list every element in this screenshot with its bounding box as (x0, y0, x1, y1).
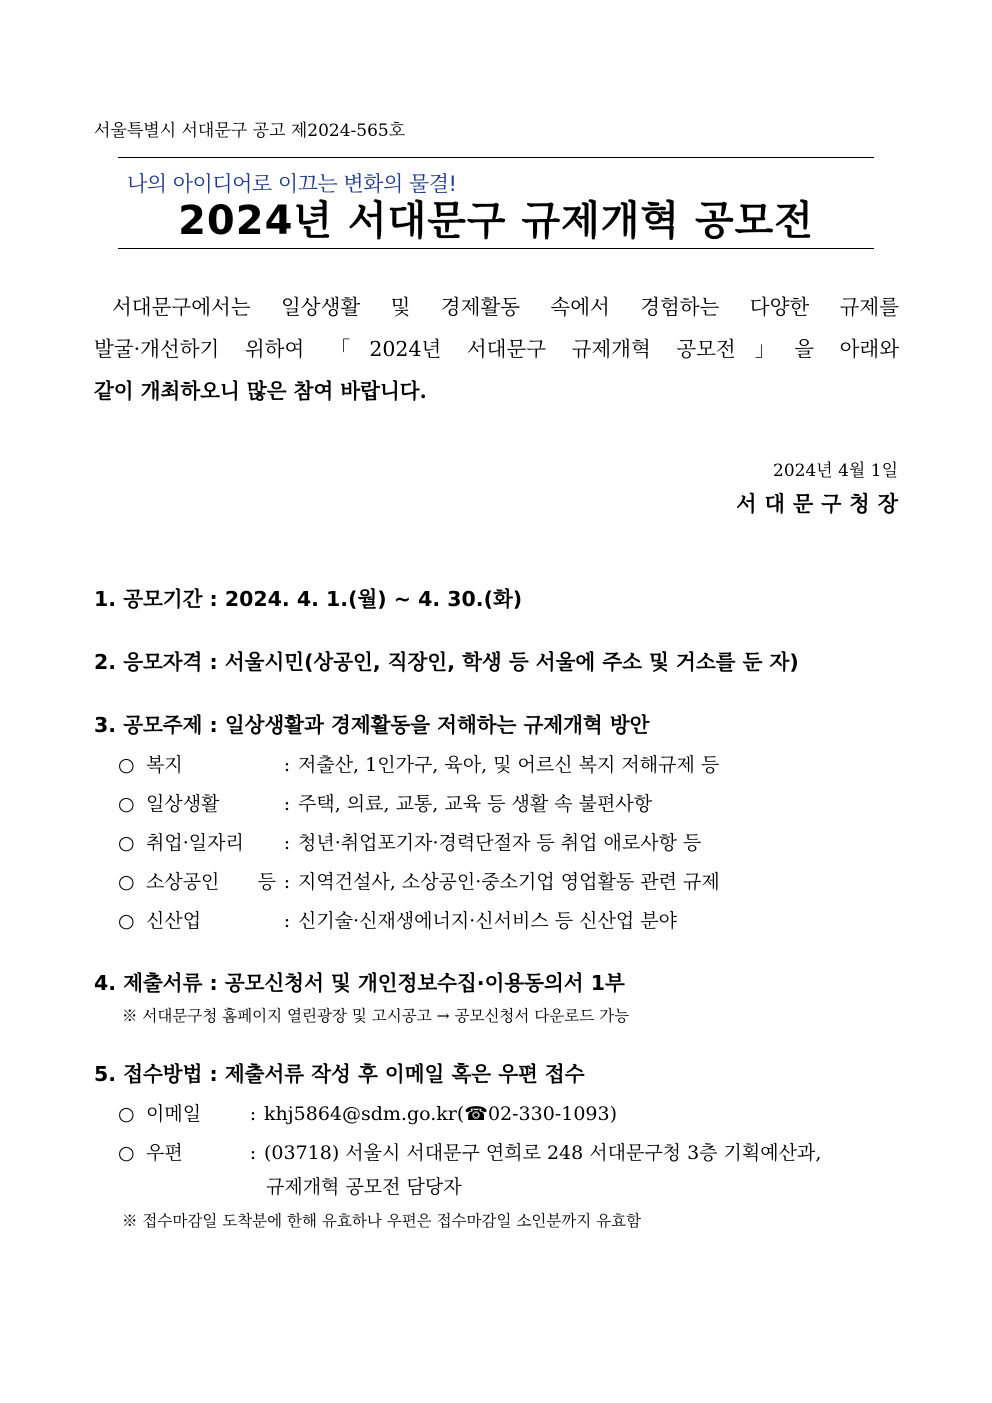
subitem-value: 저출산, 1인가구, 육아, 및 어르신 복지 저해규제 등 (298, 754, 720, 776)
item-documents: 4. 제출서류 : 공모신청서 및 개인정보수집·이용동의서 1부 (94, 971, 625, 995)
topic-subitem (118, 867, 720, 894)
item-submission: 5. 접수방법 : 제출서류 작성 후 이메일 혹은 우편 접수 (94, 1062, 585, 1086)
subitem-label: 우편 (146, 1142, 183, 1164)
page-title: 2024년 서대문구 규제개혁 공모전 (178, 198, 814, 244)
subitem-value: 청년·취업포기자·경력단절자 등 취업 애로사항 등 (298, 832, 702, 854)
circle-bullet: ○ (118, 1103, 135, 1125)
intro-line: 같이 개최하오니 많은 참여 바랍니다. (94, 379, 427, 403)
notice-number: 서울특별시 서대문구 공고 제2024-565호 (94, 121, 406, 141)
subitem-colon: : (283, 832, 291, 854)
subitem-colon: : (283, 871, 291, 893)
subitem-label: 이메일 (146, 1103, 202, 1125)
documents-note: ※ 서대문구청 홈페이지 열린광장 및 고시공고 → 공모신청서 다운로드 가능 (122, 1007, 630, 1025)
subitem-value: 지역건설사, 소상공인·중소기업 영업활동 관련 규제 (298, 871, 720, 893)
subitem-label: 복지 (146, 754, 183, 776)
subitem-label: 신산업 (146, 910, 202, 932)
circle-bullet: ○ (118, 793, 135, 815)
circle-bullet: ○ (118, 754, 135, 776)
topic-subitem (118, 828, 701, 855)
item-period: 1. 공모기간 : 2024. 4. 1.(월) ~ 4. 30.(화) (94, 587, 523, 611)
issuer: 서대문구청장 (736, 491, 906, 516)
topic-subitem (118, 906, 677, 933)
notice-date: 2024년 4월 1일 (773, 461, 898, 481)
submission-subitem-post (118, 1138, 821, 1165)
subitem-label: 취업·일자리 (146, 832, 244, 854)
subitem-colon: : (249, 1142, 257, 1164)
item-topic: 3. 공모주제 : 일상생활과 경제활동을 저해하는 규제개혁 방안 (94, 713, 650, 737)
intro-line: 발굴·개선하기 위하여 「2024년 서대문구 규제개혁 공모전」을 아래와 (94, 337, 899, 361)
subitem-colon: : (283, 793, 291, 815)
postal-address-continued: 규제개혁 공모전 담당자 (266, 1176, 462, 1198)
subtitle: 나의 아이디어로 이끄는 변화의 물결! (127, 172, 457, 196)
topic-subitem (118, 789, 652, 816)
subitem-value: 주택, 의료, 교통, 교육 등 생활 속 불편사항 (298, 793, 653, 815)
subitem-colon: : (283, 754, 291, 776)
subitem-colon: : (283, 910, 291, 932)
circle-bullet: ○ (118, 1142, 135, 1164)
email-address: khj5864@sdm.go.kr(☎02-330-1093) (264, 1103, 617, 1125)
postal-address: (03718) 서울시 서대문구 연희로 248 서대문구청 3층 기획예산과, (264, 1142, 822, 1164)
intro-line: 서대문구에서는 일상생활 및 경제활동 속에서 경험하는 다양한 규제를 (112, 295, 899, 319)
title-top-rule (118, 157, 874, 158)
circle-bullet: ○ (118, 871, 135, 893)
title-bottom-rule (118, 248, 874, 249)
submission-note: ※ 접수마감일 도착분에 한해 유효하나 우편은 접수마감일 소인분까지 유효함 (122, 1212, 642, 1230)
subitem-value: 신기술·신재생에너지·신서비스 등 신산업 분야 (298, 910, 677, 932)
submission-subitem-email (118, 1099, 617, 1126)
circle-bullet: ○ (118, 910, 135, 932)
subitem-label: 소상공인 등 (146, 871, 276, 893)
subitem-label: 일상생활 (146, 793, 220, 815)
topic-subitem (118, 750, 719, 777)
item-eligibility: 2. 응모자격 : 서울시민(상공인, 직장인, 학생 등 서울에 주소 및 거소를 둔 자) (94, 650, 799, 674)
subitem-colon: : (249, 1103, 257, 1125)
intro-paragraph (94, 286, 899, 412)
circle-bullet: ○ (118, 832, 135, 854)
